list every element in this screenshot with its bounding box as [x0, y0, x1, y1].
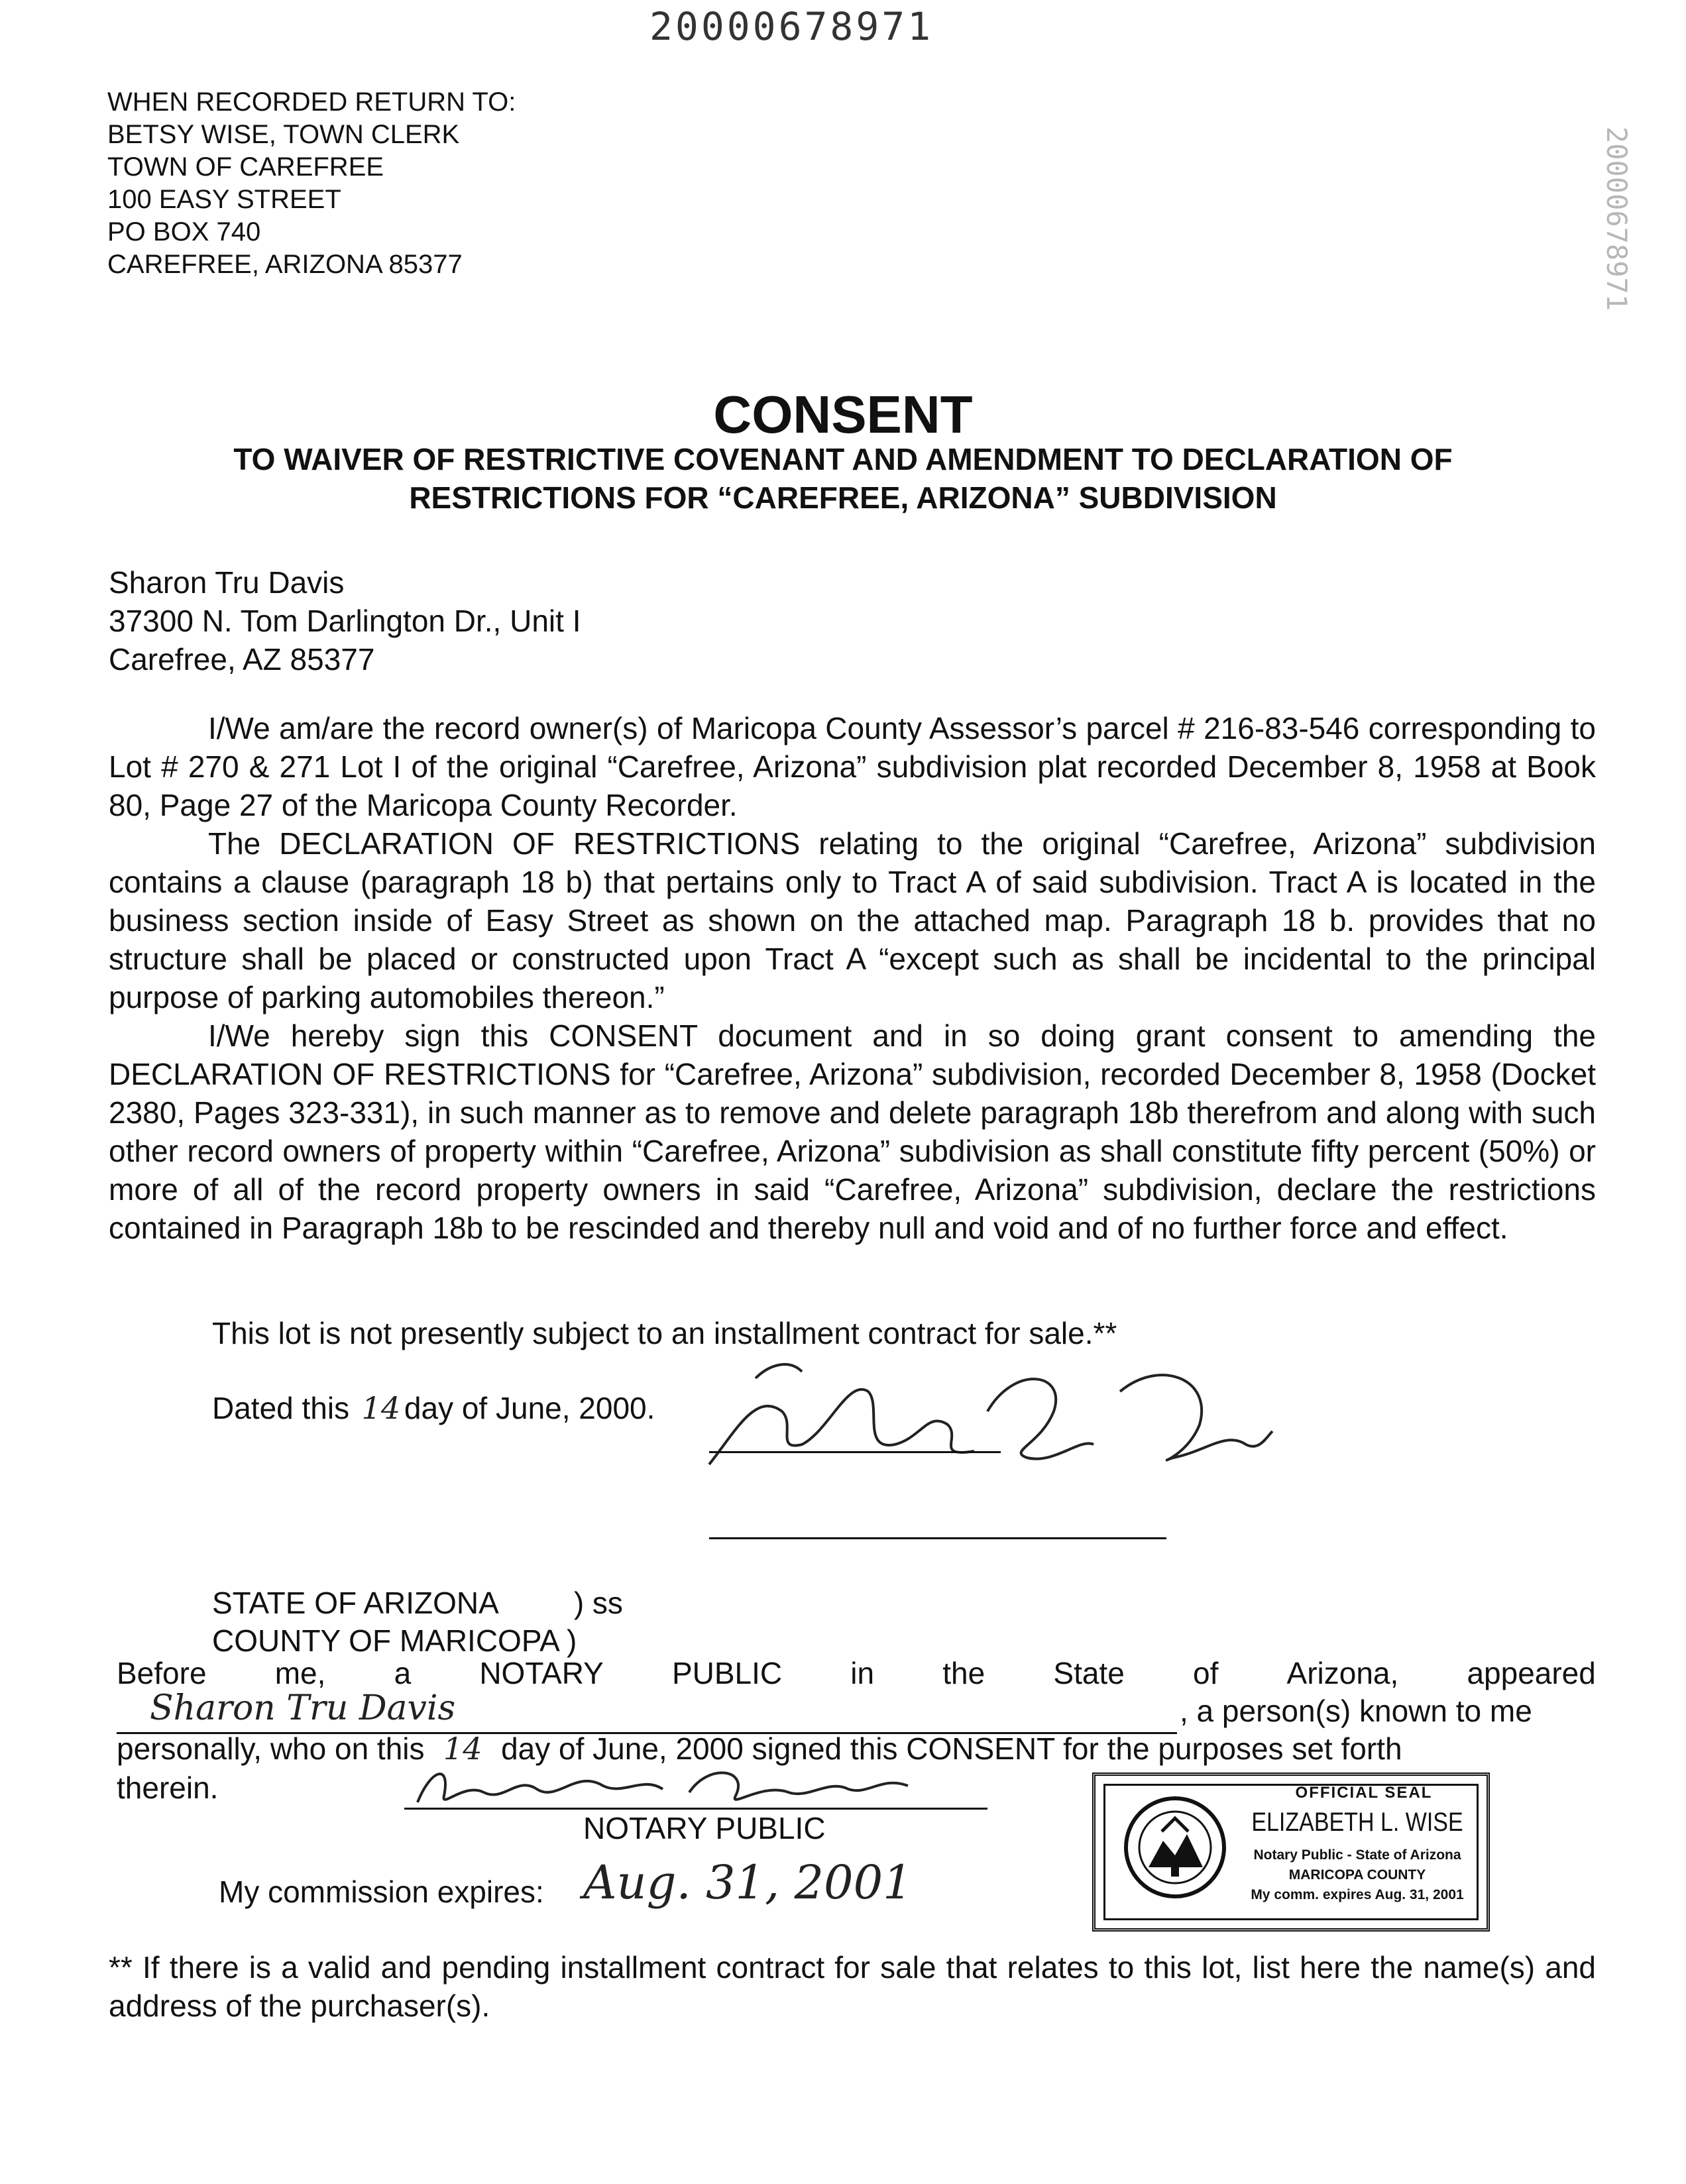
known-text: , a person(s) known to me: [1180, 1694, 1532, 1728]
before-word: Arizona,: [1286, 1656, 1399, 1690]
return-line: CAREFREE, ARIZONA 85377: [107, 250, 463, 279]
before-word: appeared: [1467, 1656, 1596, 1690]
owner-name: Sharon Tru Davis: [109, 565, 345, 600]
before-word: State: [1053, 1656, 1125, 1690]
seal-name: ELIZABETH L. WISE: [1251, 1808, 1463, 1837]
notary-public-label: NOTARY PUBLIC: [583, 1811, 826, 1845]
installment-note: This lot is not presently subject to an installment contract for sale.**: [212, 1316, 1117, 1350]
dated-prefix: Dated this: [212, 1391, 358, 1425]
consent-body: [109, 709, 1596, 1247]
seal-line3: My comm. expires Aug. 31, 2001: [1251, 1887, 1464, 1902]
body-paragraph: I/We am/are the record owner(s) of Maricopa County Assessor’s parcel # 216-83-546 corresponding to Lot # 270 & 271 Lot I of the original “Carefree, Arizona” subdivision plat recorded December 8, 1958 at Book 80, Page 27 of the Maricopa County Recorder.: [109, 711, 1596, 822]
owner-signature: [696, 1352, 1292, 1498]
return-address-block: [107, 86, 516, 281]
seal-header: OFFICIAL SEAL: [1295, 1784, 1433, 1802]
before-word: NOTARY: [479, 1656, 604, 1690]
notary-before-line: [117, 1655, 1596, 1691]
notary-signature-line: [404, 1808, 987, 1810]
footnote: ** If there is a valid and pending installment contract for sale that relates to this lot, list here the name(s) and address of the purchaser(s).: [109, 1950, 1596, 2023]
before-word: a: [394, 1656, 412, 1690]
commission-date-handwritten: Aug. 31, 2001: [583, 1855, 913, 1910]
arizona-state-seal-icon: [1122, 1794, 1228, 1900]
body-paragraph: The DECLARATION OF RESTRICTIONS relating to the original “Carefree, Arizona” subdivision contains a clause (paragraph 18 b) that pertains only to Tract A of said subdivision. Tract A is located in the business section inside of Easy Street as shown on the attached map. Paragraph 18 b. provides that no structure shall be placed or constructed upon Tract A “except such as shall be incidental to the principal purpose of parking automobiles thereon.”: [109, 826, 1596, 1014]
signature-line: [709, 1451, 1001, 1453]
subtitle-line: TO WAIVER OF RESTRICTIVE COVENANT AND AMENDMENT TO DECLARATION OF: [233, 442, 1453, 476]
personally-prefix: personally, who on this: [117, 1731, 433, 1766]
before-word: PUBLIC: [671, 1656, 783, 1690]
official-seal-stamp: [1092, 1773, 1490, 1932]
vertical-document-number: [1587, 99, 1633, 338]
return-line: WHEN RECORDED RETURN TO:: [107, 87, 516, 117]
vertical-document-number-text: 20000678971: [1601, 126, 1633, 311]
subtitle-line: RESTRICTIONS FOR “CAREFREE, ARIZONA” SUBDIVISION: [409, 480, 1277, 515]
owner-city: Carefree, AZ 85377: [109, 642, 375, 677]
personally-day-handwritten: 14: [443, 1731, 482, 1767]
document-number: 20000678971: [649, 4, 934, 49]
return-line: 100 EASY STREET: [107, 185, 341, 214]
dated-suffix: day of June, 2000.: [404, 1391, 655, 1425]
seal-line1: Notary Public - State of Arizona: [1253, 1847, 1461, 1863]
return-line: PO BOX 740: [107, 217, 261, 246]
second-signature-line: [709, 1537, 1166, 1539]
appeared-name-handwritten: Sharon Tru Davis: [150, 1688, 456, 1728]
seal-line2: MARICOPA COUNTY: [1288, 1867, 1426, 1883]
before-word: Before: [117, 1656, 207, 1690]
document-title: CONSENT: [713, 385, 973, 444]
body-paragraph: I/We hereby sign this CONSENT document and in so doing grant consent to amending the DECLARATION OF RESTRICTIONS for “Carefree, Arizona” subdivision, recorded December 8, 1958 (Docket 2380, Pages 323-331), in such manner as to remove and delete paragraph 18b therefrom and along with such other record owners of property within “Carefree, Arizona” subdivision as shall constitute fifty percent (50%) or more of all of the record property owners in said “Carefree, Arizona” subdivision, declare the restrictions contained in Paragraph 18b to be rescinded and thereby null and void and of no further force and effect.: [109, 1018, 1596, 1245]
before-word: in: [850, 1656, 875, 1690]
owner-street: 37300 N. Tom Darlington Dr., Unit I: [109, 604, 581, 638]
notary-ss: ) ss: [573, 1586, 623, 1620]
return-line: BETSY WISE, TOWN CLERK: [107, 120, 460, 149]
notary-county: COUNTY OF MARICOPA ): [212, 1623, 577, 1658]
dated-day-handwritten: 14: [361, 1390, 401, 1426]
therein-text: therein.: [117, 1771, 219, 1805]
document-subtitle: [133, 440, 1553, 517]
commission-label: My commission expires:: [219, 1875, 544, 1909]
dated-line: [212, 1390, 655, 1426]
before-word: the: [942, 1656, 985, 1690]
personally-suffix: day of June, 2000 signed this CONSENT for the purposes set forth: [492, 1731, 1402, 1766]
before-word: me,: [274, 1656, 326, 1690]
owner-address-block: [109, 563, 581, 679]
notary-state-line: [212, 1585, 623, 1621]
before-word: of: [1192, 1656, 1219, 1690]
return-line: TOWN OF CAREFREE: [107, 152, 384, 182]
notary-signature: [404, 1756, 974, 1816]
notary-state: STATE OF ARIZONA: [212, 1586, 498, 1620]
